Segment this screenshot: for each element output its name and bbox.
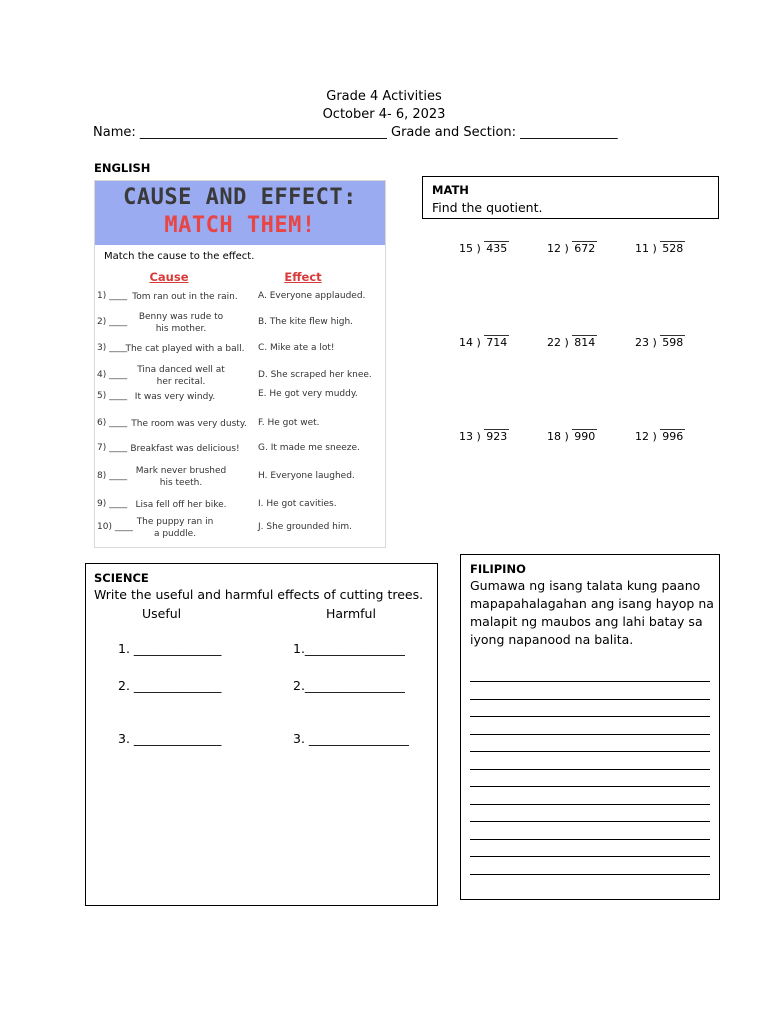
page-dates: October 4- 6, 2023: [322, 107, 446, 122]
division-problem-1: 15 ) 435: [459, 242, 508, 255]
divisor: 18: [547, 430, 561, 443]
item-number: 6) ____: [97, 418, 128, 428]
division-problem-7: 13 ) 923: [459, 430, 508, 443]
item-effect: E. He got very muddy.: [258, 389, 358, 399]
item-number: 7) ____: [97, 443, 128, 453]
math-title: MATH: [432, 183, 469, 197]
useful-item-2: 2. ______________: [118, 678, 222, 693]
filipino-title: FILIPINO: [470, 562, 526, 576]
item-effect: B. The kite flew high.: [258, 317, 354, 327]
english-label: ENGLISH: [94, 161, 151, 175]
division-problem-4: 14 ) 714: [459, 336, 508, 349]
math-section: [422, 176, 719, 219]
filipino-instruction-line3: malapit ng maubos ang lahi batay sa: [470, 614, 703, 629]
harmful-item-3: 3. ________________: [293, 731, 409, 746]
divisor: 22: [547, 336, 561, 349]
item-cause: Breakfast was delicious!: [130, 444, 240, 454]
divisor: 11: [635, 242, 649, 255]
item-cause: Mark never brushed his teeth.: [135, 466, 227, 488]
useful-item-1: 1. ______________: [118, 641, 222, 656]
answer-line: [470, 856, 710, 857]
item-number: 3) ____: [97, 343, 128, 353]
science-title: SCIENCE: [94, 571, 149, 585]
harmful-item-1: 1.________________: [293, 641, 405, 656]
math-instruction: Find the quotient.: [432, 200, 543, 215]
division-problem-9: 12 ) 996: [635, 430, 684, 443]
divisor: 15: [459, 242, 473, 255]
item-effect: D. She scraped her knee.: [258, 370, 372, 380]
division-problem-3: 11 ) 528: [635, 242, 684, 255]
useful-label: Useful: [142, 606, 182, 621]
science-instruction: Write the useful and harmful effects of cutting trees.: [94, 587, 424, 602]
filipino-section: [460, 554, 720, 900]
division-problem-5: 22 ) 814: [547, 336, 596, 349]
item-cause: Tom ran out in the rain.: [132, 292, 238, 302]
item-cause: The puppy ran in a puddle.: [136, 517, 214, 539]
item-number: 4) ____: [97, 370, 128, 380]
filipino-instruction-line1: Gumawa ng isang talata kung paano: [470, 578, 701, 593]
item-cause: The cat played with a ball.: [125, 344, 245, 354]
division-problem-6: 23 ) 598: [635, 336, 684, 349]
english-banner: [95, 181, 385, 245]
useful-item-3: 3. ______________: [118, 731, 222, 746]
dividend: 714: [486, 336, 508, 349]
harmful-label: Harmful: [326, 606, 376, 621]
cause-header: Cause: [149, 270, 189, 284]
item-effect: G. It made me sneeze.: [258, 443, 360, 453]
divisor: 14: [459, 336, 473, 349]
item-cause: Lisa fell off her bike.: [135, 500, 227, 510]
item-cause: Tina danced well at her recital.: [137, 365, 225, 387]
answer-line: [470, 804, 710, 805]
dividend: 435: [486, 242, 508, 255]
answer-line: [470, 681, 710, 682]
item-effect: C. Mike ate a lot!: [258, 343, 335, 353]
dividend: 996: [662, 430, 684, 443]
division-problem-2: 12 ) 672: [547, 242, 596, 255]
item-effect: F. He got wet.: [258, 418, 320, 428]
dividend: 528: [662, 242, 684, 255]
item-number: 8) ____: [97, 471, 128, 481]
answer-line: [470, 699, 710, 700]
divisor: 23: [635, 336, 649, 349]
filipino-instruction-line4: iyong napanood na balita.: [470, 632, 634, 647]
divisor: 12: [635, 430, 649, 443]
name-grade-section-line: Name: ______________________________________ Grade and Section: _______________: [93, 125, 618, 140]
item-effect: J. She grounded him.: [258, 522, 352, 532]
item-cause: The room was very dusty.: [131, 419, 247, 429]
english-instruction: Match the cause to the effect.: [104, 251, 255, 262]
banner-title-line2: MATCH THEM!: [164, 213, 316, 238]
dividend: 814: [574, 336, 596, 349]
answer-line: [470, 786, 710, 787]
answer-line: [470, 874, 710, 875]
answer-line: [470, 716, 710, 717]
answer-line: [470, 821, 710, 822]
banner-title-line1: CAUSE AND EFFECT:: [123, 185, 357, 210]
answer-line: [470, 839, 710, 840]
dividend: 990: [574, 430, 596, 443]
item-effect: H. Everyone laughed.: [258, 471, 355, 481]
dividend: 672: [574, 242, 596, 255]
english-worksheet: [94, 180, 386, 548]
divisor: 12: [547, 242, 561, 255]
item-number: 1) ____: [97, 291, 128, 301]
science-section: [85, 563, 438, 906]
filipino-instruction-line2: mapapahalagahan ang isang hayop na: [470, 596, 714, 611]
answer-line: [470, 751, 710, 752]
dividend: 923: [486, 430, 508, 443]
page-title: Grade 4 Activities: [326, 89, 442, 104]
item-effect: A. Everyone applauded.: [258, 291, 366, 301]
item-number: 2) ____: [97, 317, 128, 327]
item-effect: I. He got cavities.: [258, 499, 337, 509]
harmful-item-2: 2.________________: [293, 678, 405, 693]
divisor: 13: [459, 430, 473, 443]
effect-header: Effect: [284, 270, 322, 284]
answer-line: [470, 769, 710, 770]
answer-line: [470, 734, 710, 735]
item-cause: It was very windy.: [134, 392, 216, 402]
item-number: 9) ____: [97, 499, 128, 509]
dividend: 598: [662, 336, 684, 349]
item-number: 5) ____: [97, 391, 128, 401]
division-problem-8: 18 ) 990: [547, 430, 596, 443]
item-cause: Benny was rude to his mother.: [138, 312, 224, 334]
item-number: 10) ____: [97, 522, 133, 532]
